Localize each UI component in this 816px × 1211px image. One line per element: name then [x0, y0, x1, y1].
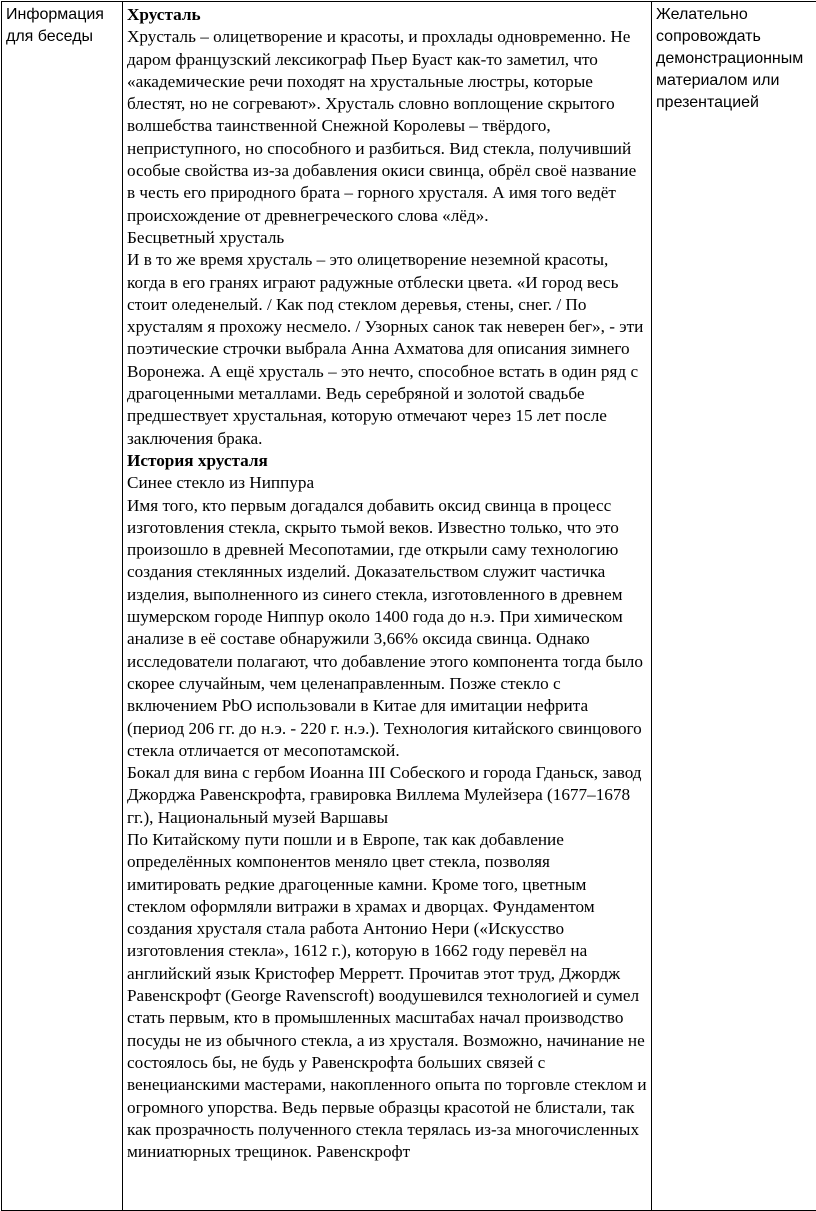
right-cell: Желательно сопровождать демонстрационным материалом или презентацией — [652, 2, 816, 1211]
document-table — [1, 1, 816, 1211]
image-caption-goblet: Бокал для вина с гербом Иоанна III Собеского и города Гданьск, завод Джорджа Равенскрофта, гравировка Виллема Мулейзера (1677–1678 гг.), Национальный музей Варшавы — [127, 762, 647, 829]
paragraph-history: Имя того, кто первым догадался добавить оксид свинца в процесс изготовления стекла, скрыто тьмой веков. Известно только, что это произошло в древней Месопотамии, где открыли саму технологию создания стеклянных изделий. Доказательством служит частичка изделия, выполненного из синего стекла, изготовленного в древнем шумерском городе Ниппур около 1400 года до н.э. При химическом анализе в её составе обнаружили 3,66% оксида свинца. Однако исследователи полагают, что добавление этого компонента тогда было скорее случайным, чем целенаправленным. Позже стекло с включением PbO использовали в Китае для имитации нефрита (период 206 гг. до н.э. - 220 г. н.э.). Технология китайского свинцового стекла отличается от месопотамской. — [127, 495, 647, 763]
table-row — [2, 2, 816, 1211]
section-heading-history: История хрусталя — [127, 450, 647, 472]
left-cell: Информация для беседы — [2, 2, 123, 1211]
image-caption-colorless: Бесцветный хрусталь — [127, 227, 647, 249]
section-heading-crystal: Хрусталь — [127, 4, 647, 26]
subheading-nippur: Синее стекло из Ниппура — [127, 472, 647, 494]
paragraph-intro: Хрусталь – олицетворение и красоты, и прохлады одновременно. Не даром французский лексикограф Пьер Буаст как-то заметил, что «академические речи походят на хрустальные люстры, которые блестят, но не согревают». Хрусталь словно воплощение скрытого волшебства таинственной Снежной Королевы – твёрдого, неприступного, но способного и разбиться. Вид стекла, получивший особые свойства из-за добавления окиси свинца, обрёл своё название в честь его природного брата – горного хрусталя. А имя того ведёт происхождение от древнегреческого слова «лёд». — [127, 26, 647, 227]
paragraph-europe: По Китайскому пути пошли и в Европе, так как добавление определённых компонентов меняло цвет стекла, позволяя имитировать редкие драгоценные камни. Кроме того, цветным стеклом оформляли витражи в храмах и дворцах. Фундаментом создания хрусталя стала работа Антонио Нери («Искусство изготовления стекла», 1612 г.), которую в 1662 году перевёл на английский язык Кристофер Мерретт. Прочитав этот труд, Джордж Равенскрофт (George Ravenscroft) воодушевился технологией и сумел стать первым, кто в промышленных масштабах начал производство посуды не из обычного стекла, а из хрусталя. Возможно, начинание не состоялось бы, не будь у Равенскрофта больших связей с венецианскими мастерами, накопленного опыта по торговле стеклом и огромного упорства. Ведь первые образцы красотой не блистали, так как прозрачность полученного стекла терялась из-за многочисленных миниатюрных трещинок. Равенскрофт — [127, 829, 647, 1163]
main-cell — [123, 2, 652, 1211]
paragraph-beauty: И в то же время хрусталь – это олицетворение неземной красоты, когда в его гранях играют радужные отблески цвета. «И город весь стоит оледенелый. / Как под стеклом деревья, стены, снег. / По хрусталям я прохожу несмело. / Узорных санок так неверен бег», - эти поэтические строчки выбрала Анна Ахматова для описания зимнего Воронежа. А ещё хрусталь – это нечто, способное встать в один ряд с драгоценными металлами. Ведь серебряной и золотой свадьбе предшествует хрустальная, которую отмечают через 15 лет после заключения брака. — [127, 249, 647, 450]
